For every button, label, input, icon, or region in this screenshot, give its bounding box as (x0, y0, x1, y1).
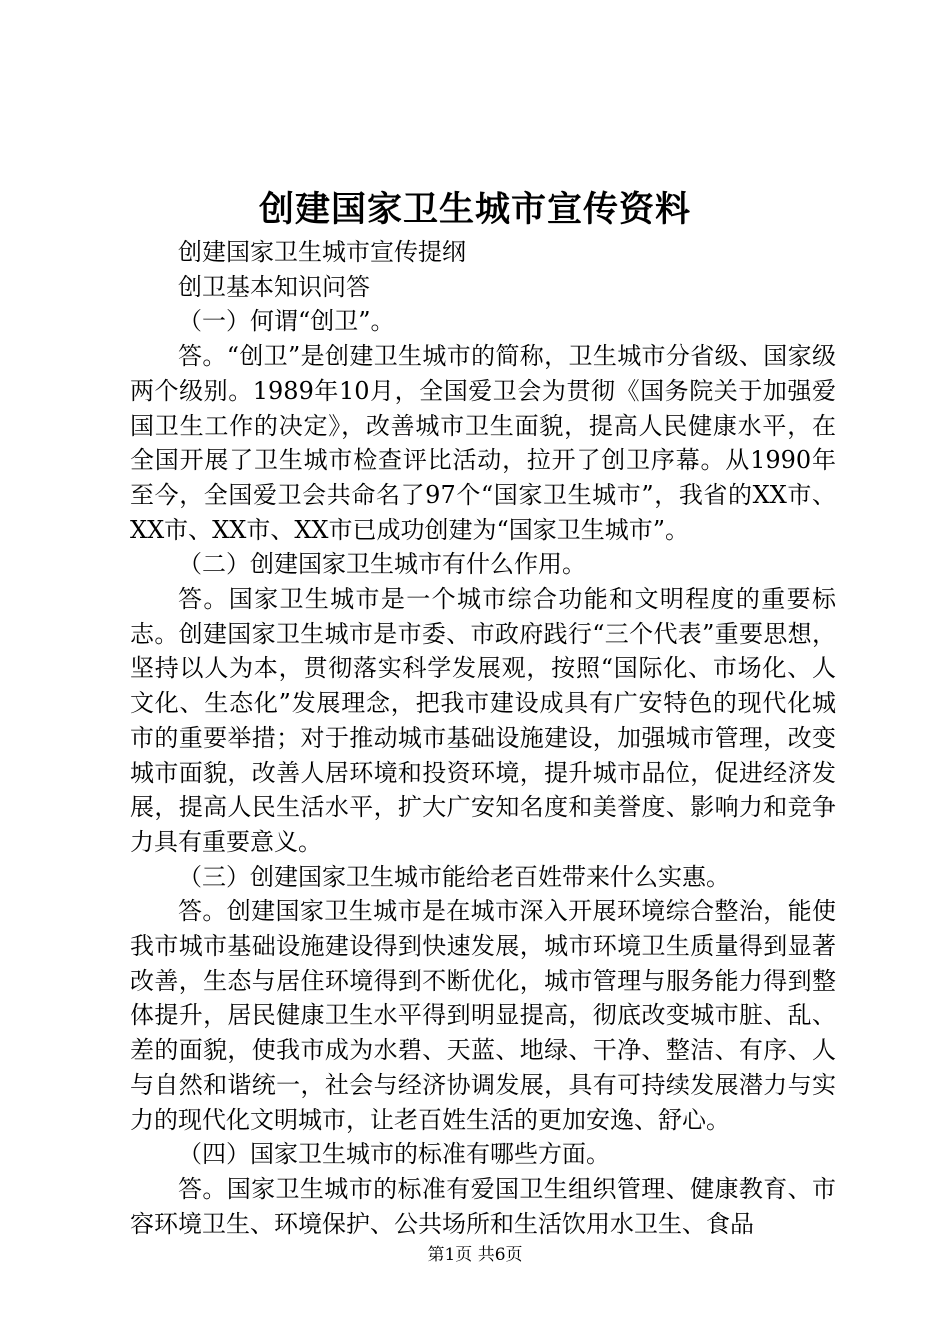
answer-2: 答。国家卫生城市是一个城市综合功能和文明程度的重要标志。创建国家卫生城市是市委、市政府践行“三个代表”重要思想，坚持以人为本，贯彻落实科学发展观，按照“国际化、市场化、人文化、生态化”发展理念，把我市建设成具有广安特色的现代化城市的重要举措；对于推动城市基础设施建设，加强城市管理，改变城市面貌，改善人居环境和投资环境，提升城市品位，促进经济发展，提高人民生活水平，扩大广安知名度和美誉度、影响力和竞争力具有重要意义。 (130, 585, 836, 856)
paragraph-qa-heading: 创卫基本知识问答 (178, 272, 370, 301)
answer-4: 答。国家卫生城市的标准有爱国卫生组织管理、健康教育、市容环境卫生、环境保护、公共场所和生活饮用水卫生、食品 (130, 1174, 836, 1238)
paragraph-outline-heading: 创建国家卫生城市宣传提纲 (178, 238, 466, 266)
question-4: （四）国家卫生城市的标准有哪些方面。 (178, 1140, 610, 1169)
answer-1: 答。“创卫”是创建卫生城市的简称，卫生城市分省级、国家级两个级别。1989年10月，全国爱卫会为贯彻《国务院关于加强爱国卫生工作的决定》，改善城市卫生面貌，提高人民健康水平，在全国开展了卫生城市检查评比活动，拉开了创卫序幕。从1990年至今，全国爱卫会共命名了97个“国家卫生城市”，我省的XX市、XX市、XX市、XX市已成功创建为“国家卫生城市”。 (130, 342, 836, 544)
question-1: （一）何谓“创卫”。 (178, 307, 395, 336)
document-body (130, 235, 836, 1241)
answer-3: 答。创建国家卫生城市是在城市深入开展环境综合整治，能使我市城市基础设施建设得到快速发展，城市环境卫生质量得到显著改善，生态与居住环境得到不断优化，城市管理与服务能力得到整体提升，居民健康卫生水平得到明显提高，彻底改变城市脏、乱、差的面貌，使我市成为水碧、天蓝、地绿、干净、整洁、有序、人与自然和谐统一，社会与经济协调发展，具有可持续发展潜力与实力的现代化文明城市，让老百姓生活的更加安逸、舒心。 (130, 897, 836, 1134)
document-title: 创建国家卫生城市宣传资料 (258, 189, 691, 230)
page-footer: 第1页 共6页 (427, 1245, 523, 1265)
question-2: （二）创建国家卫生城市有什么作用。 (178, 550, 586, 579)
question-3: （三）创建国家卫生城市能给老百姓带来什么实惠。 (178, 862, 730, 891)
